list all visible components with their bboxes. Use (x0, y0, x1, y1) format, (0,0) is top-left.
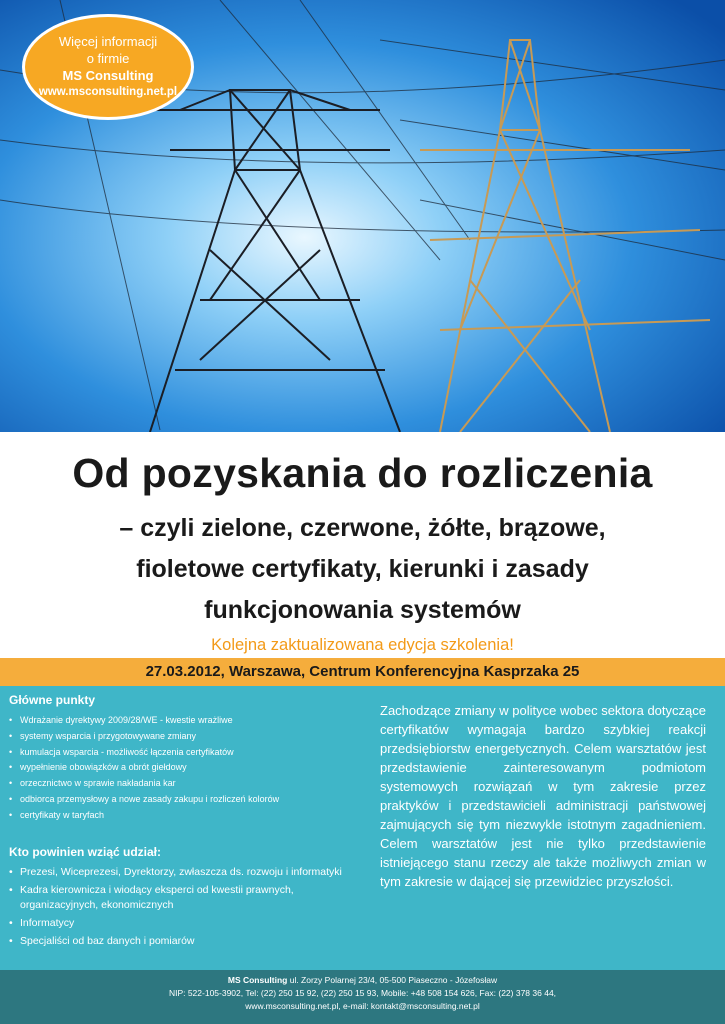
list-item: • kumulacja wsparcia - możliwość łączenia certyfikatów (9, 745, 354, 761)
subtitle (0, 496, 725, 631)
list-item: • Prezesi, Wiceprezesi, Dyrektorzy, zwłaszcza ds. rozwoju i informatyki (9, 865, 354, 880)
list-item: • Wdrażanie dyrektywy 2009/28/WE - kwestie wrażliwe (9, 713, 354, 729)
list-item: • systemy wsparcia i przygotowywane zmiany (9, 729, 354, 745)
main-points-list (9, 713, 354, 824)
badge-company: MS Consulting (62, 68, 154, 83)
page-title: Od pozyskania do rozliczenia (72, 450, 653, 496)
list-item: • orzecznictwo w sprawie nakładania kar (9, 776, 354, 792)
title-block (0, 432, 725, 658)
list-item: • certyfikaty w taryfach (9, 808, 354, 824)
footer-line-3[interactable]: www.msconsulting.net.pl, e-mail: kontakt@msconsulting.net.pl (245, 1001, 480, 1011)
attendees-list (9, 865, 354, 949)
main-points-title: Główne punkty (9, 693, 96, 707)
badge-url[interactable]: www.msconsulting.net.pl (38, 86, 178, 98)
main-content (0, 686, 725, 970)
list-item: • Informatycy (9, 916, 354, 931)
badge-line-1: Więcej informacji (58, 34, 158, 49)
date-location-bar: 27.03.2012, Warszawa, Centrum Konferencyjna Kasprzaka 25 (0, 658, 725, 686)
subtitle-line-3: funkcjonowania systemów (204, 596, 521, 624)
footer-company: MS Consulting (227, 975, 288, 985)
info-badge[interactable] (22, 14, 194, 120)
footer-line-2: NIP: 522-105-3902, Tel: (22) 250 15 92, (22) 250 15 93, Mobile: +48 508 154 626, Fax: (22) 378 36 44, (168, 988, 557, 998)
footer-address: ul. Zorzy Polarnej 23/4, 05-500 Piaseczno - Józefosław (287, 975, 498, 985)
description-text: Zachodzące zmiany w polityce wobec sektora dotyczące certyfikatów wymagaja bardzo szybkiej reakcji przedsiębiorstw energetycznych. Celem warsztatów jest przedstawienie zainteresowanym podmiotom systemowych rozwiązań w tym zakresie przez praktyków i przedstawicieli administracji państwowej zajmujących się tym niezwykle istotnym zagadnieniem. Celem warsztatów jest nie tylko przedstawienie istniejącego stanu rzeczy ale także możliwych zmian w tym zakresie w dającej się przewidziec przyszłości. (380, 703, 706, 889)
hero-image (0, 0, 725, 432)
footer-line-1 (0, 974, 725, 987)
left-column (9, 692, 354, 952)
list-item: • Kadra kierownicza i wiodący eksperci od kwestii prawnych, organizacyjnych, ekonomicznych (9, 883, 354, 913)
subtitle-line-2: fioletowe certyfikaty, kierunki i zasady (136, 555, 589, 583)
subtitle-line-1: – czyli zielone, czerwone, żółte, brązowe, (119, 514, 606, 542)
footer (0, 970, 725, 1024)
list-item: • wypełnienie obowiązków a obrót giełdowy (9, 760, 354, 776)
tagline: Kolejna zaktualizowana edycja szkolenia! (211, 636, 514, 654)
badge-line-2: o firmie (86, 51, 130, 66)
attendees-title: Kto powinien wziąć udział: (9, 844, 162, 859)
list-item: • odbiorca przemysłowy a nowe zasady zakupu i rozliczeń kolorów (9, 792, 354, 808)
list-item: • Specjaliści od baz danych i pomiarów (9, 934, 354, 949)
